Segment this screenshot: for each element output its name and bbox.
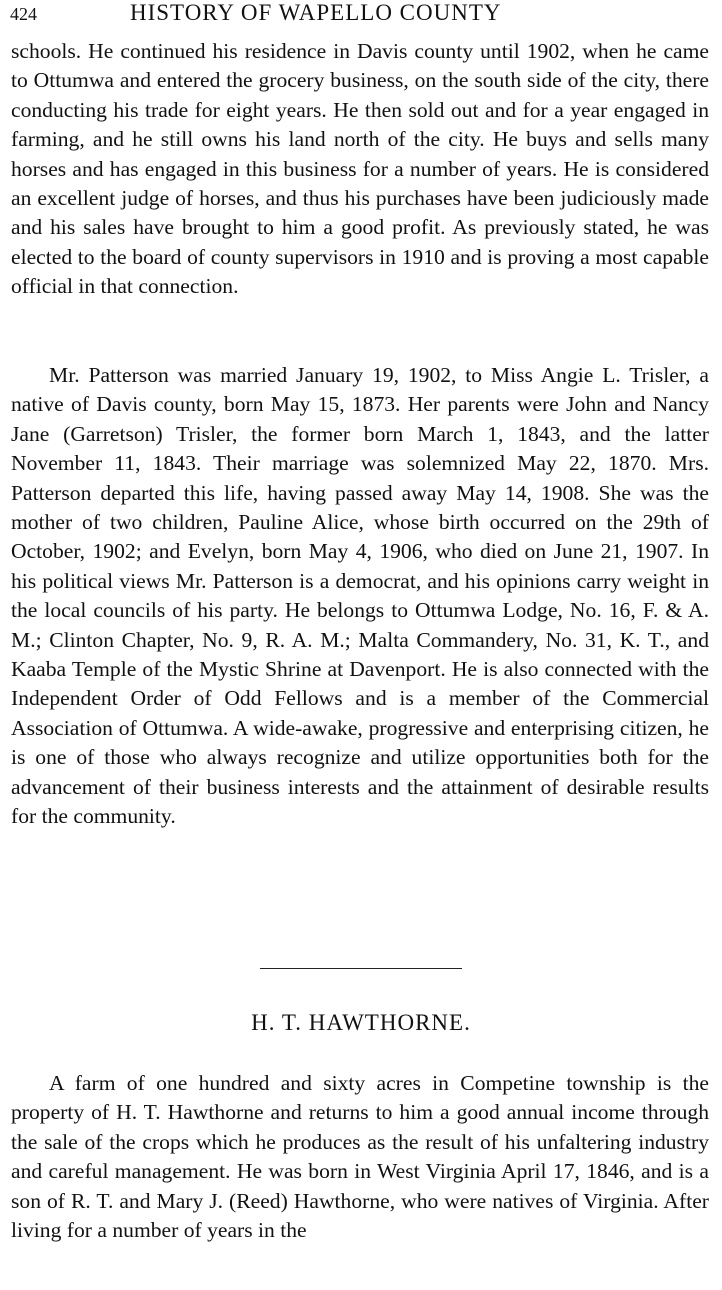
paragraph-hawthorne-intro: A farm of one hundred and sixty acres in Competine township is the property of H. T. Hawthorne and returns to him a good annual income through the sale of the crops which he produces as the result of his unfaltering industry and careful management. He was born in West Virginia April 17, 1846, and is a son of R. T. and Mary J. (Reed) Hawthorne, who were natives of Virginia. After living for a number of years in the <box>11 1071 709 1243</box>
page-number: 424 <box>10 4 37 24</box>
running-head <box>10 0 710 30</box>
section-heading-hawthorne: H. T. HAWTHORNE. <box>251 1010 471 1035</box>
running-title: HISTORY OF WAPELLO COUNTY <box>130 0 502 25</box>
section-divider <box>260 968 462 969</box>
paragraph-patterson-family: Mr. Patterson was married January 19, 1902, to Miss Angie L. Trisler, a native of Davis county, born May 15, 1873. Her parents were John and Nancy Jane (Garretson) Trisler, the former born March 1, 1843, and the latter November 11, 1843. Their marriage was solemnized May 22, 1870. Mrs. Patterson departed this life, having passed away May 14, 1908. She was the mother of two children, Pauline Alice, whose birth occurred on the 29th of October, 1902; and Evelyn, born May 4, 1906, who died on June 21, 1907. In his political views Mr. Patterson is a democrat, and his opinions carry weight in the local councils of his party. He belongs to Ottumwa Lodge, No. 16, F. & A. M.; Clinton Chapter, No. 9, R. A. M.; Malta Commandery, No. 31, K. T., and Kaaba Temple of the Mystic Shrine at Davenport. He is also connected with the Independent Order of Odd Fellows and is a member of the Commercial Association of Ottumwa. A wide-awake, progressive and enterprising citizen, he is one of those who always recognize and utilize opportunities both for the advancement of their business interests and the attainment of desirable results for the community. <box>11 363 709 829</box>
paragraph-patterson-business: schools. He continued his residence in Davis county until 1902, when he came to Ottumwa and entered the grocery business, on the south side of the city, there conducting his trade for eight years. He then sold out and for a year engaged in farming, and he still owns his land north of the city. He buys and sells many horses and has engaged in this business for a number of years. He is considered an excellent judge of horses, and thus his purchases have been judiciously made and his sales have brought to him a good profit. As previously stated, he was elected to the board of county supervisors in 1910 and is proving a most capable official in that connection. <box>11 39 709 299</box>
